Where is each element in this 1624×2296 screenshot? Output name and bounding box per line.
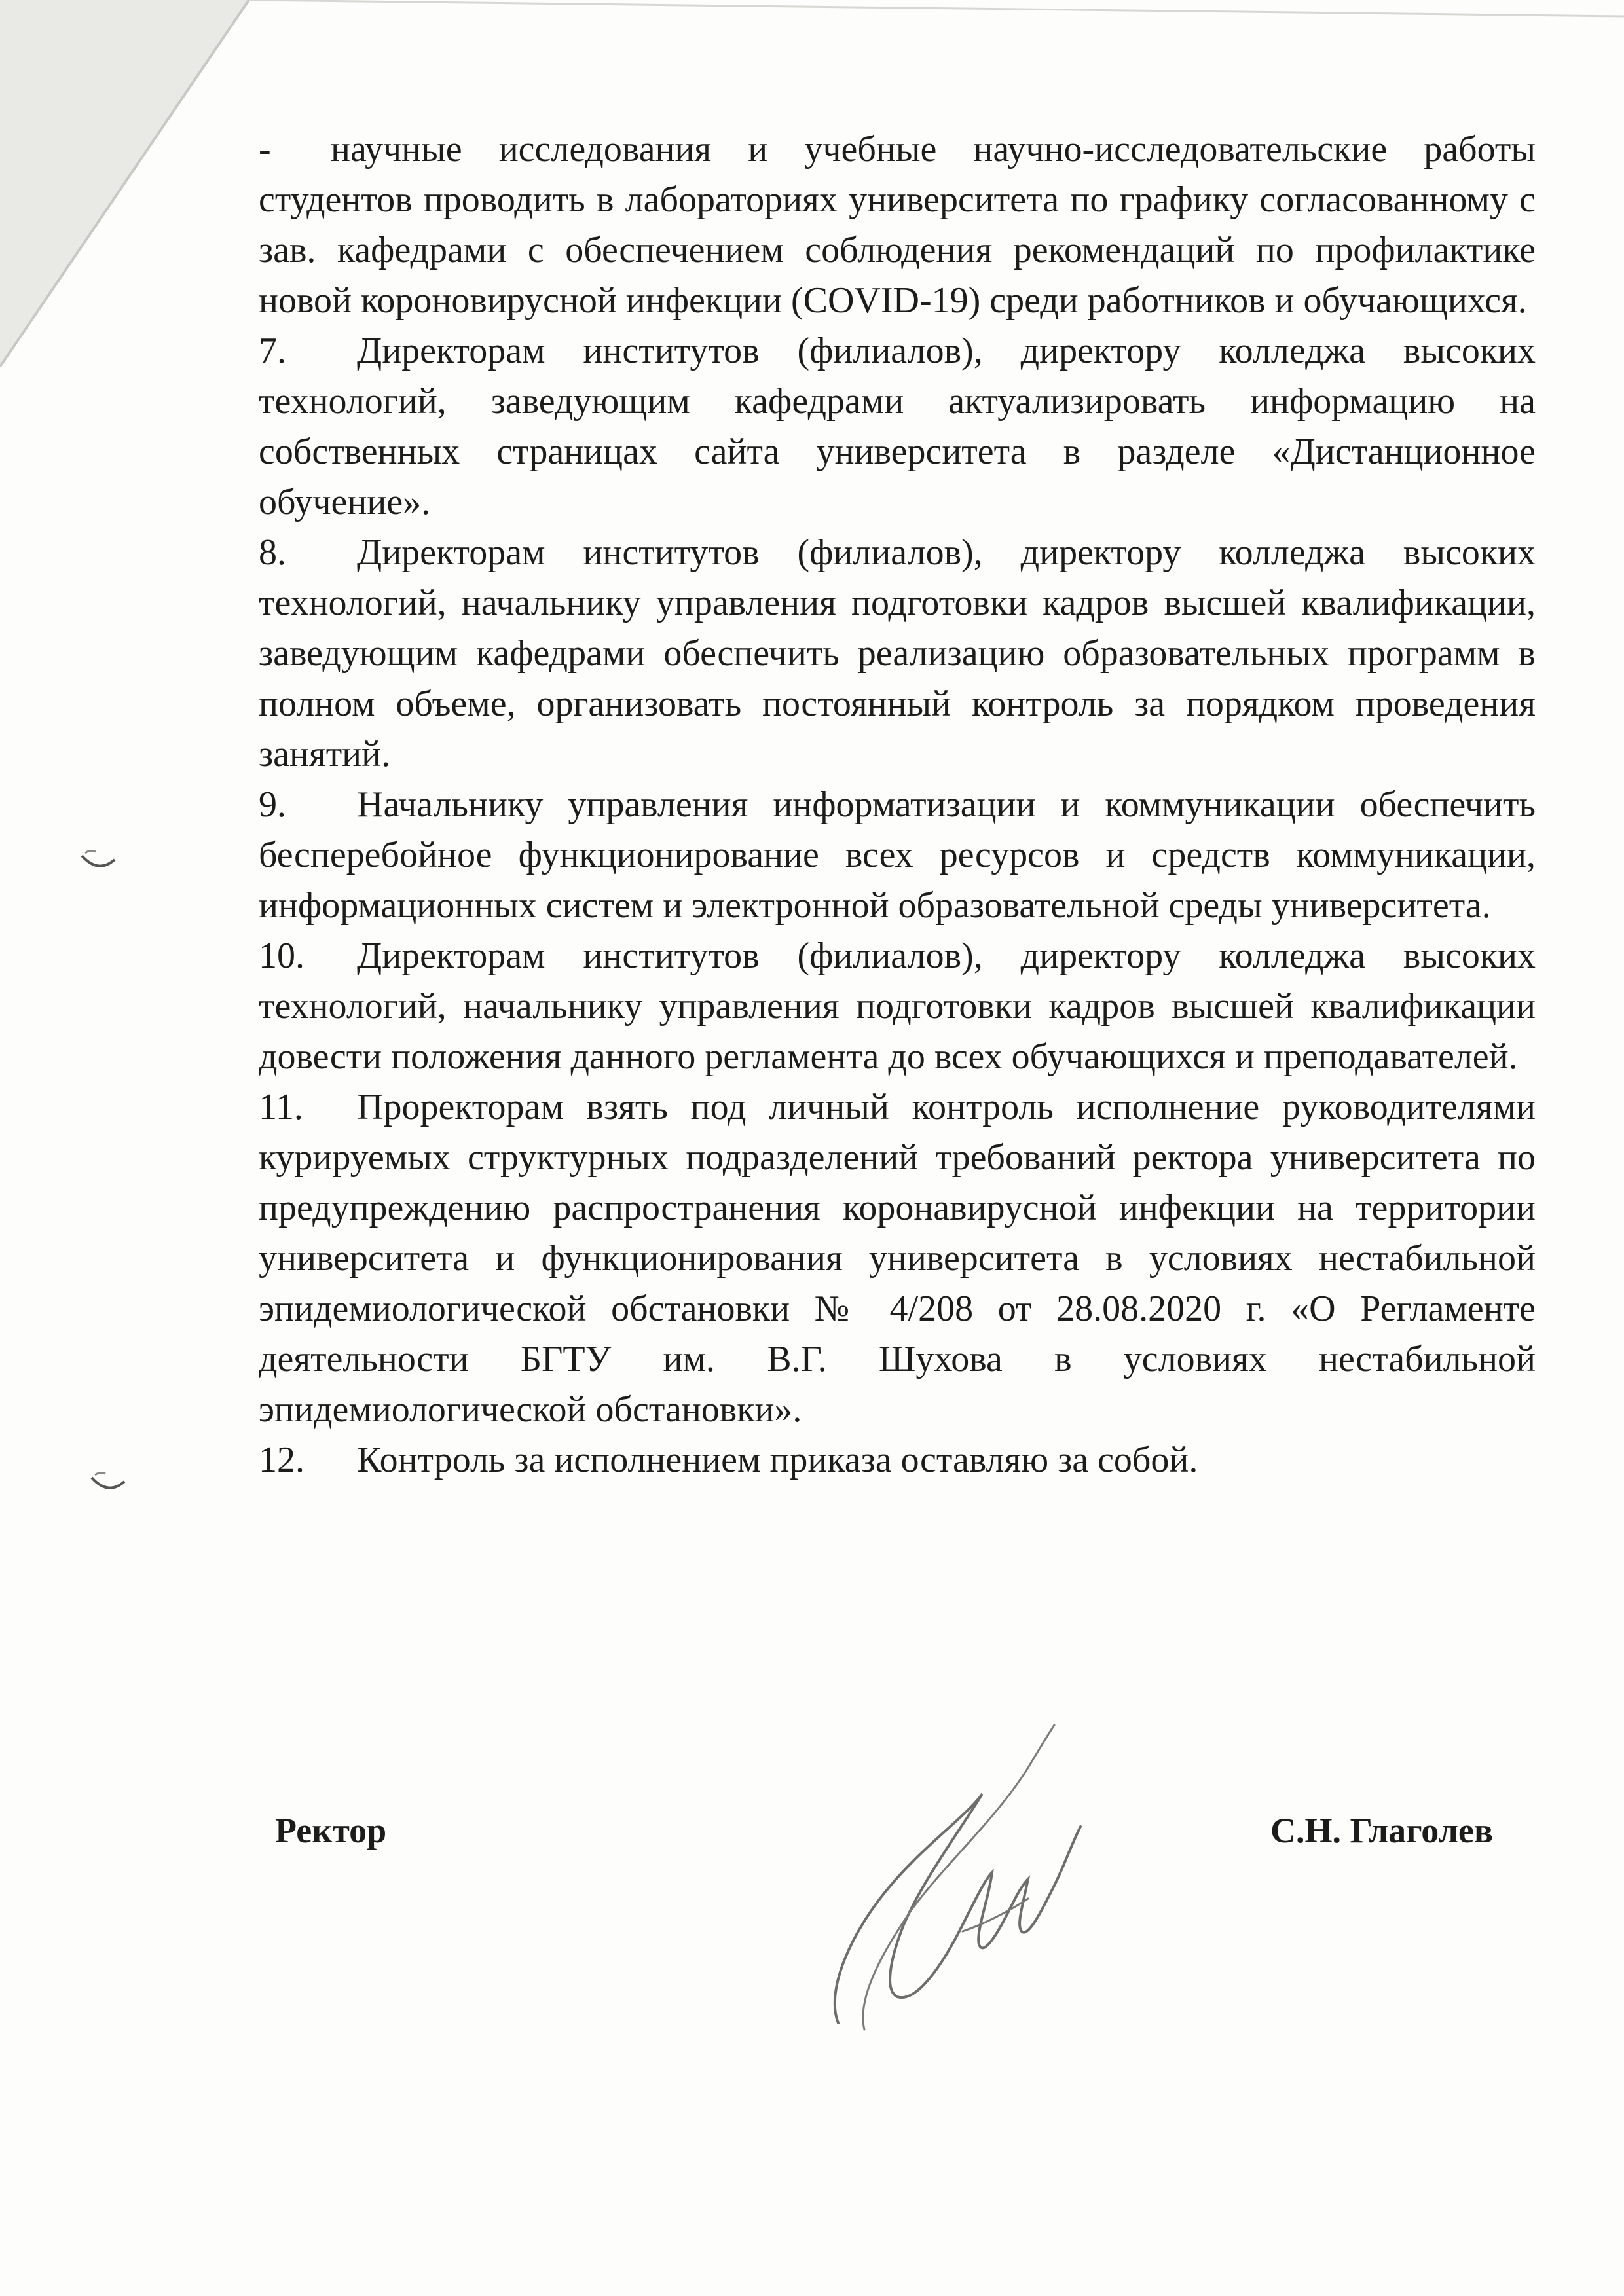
- paragraph-8: [259, 528, 1536, 780]
- paragraph-number: 10.: [259, 936, 304, 976]
- paragraph-text: Директорам институтов (филиалов), директору колледжа высоких технологий, заведующим кафедрами актуализировать информацию на собственных страницах сайта университета в разделе «Дистанционное обучение».: [259, 331, 1536, 522]
- paragraph-12: [259, 1435, 1536, 1485]
- paragraph-text: Начальнику управления информатизации и коммуникации обеспечить бесперебойное функционирование всех ресурсов и средств коммуникации, информационных систем и электронной образовательной среды университета.: [259, 784, 1536, 926]
- signatory-name: С.Н. Глаголев: [1270, 1811, 1493, 1850]
- paragraph-number: 8.: [259, 532, 286, 573]
- paragraph-dash: [259, 124, 1536, 326]
- paragraph-9: [259, 780, 1536, 931]
- paragraph-text: Директорам институтов (филиалов), директору колледжа высоких технологий, начальнику управления подготовки кадров высшей квалификации, заведующим кафедрами обеспечить реализацию образовательных программ в полном объеме, организовать постоянный контроль за порядком проведения занятий.: [259, 532, 1536, 774]
- handwritten-signature-icon: [812, 1715, 1087, 2043]
- paragraph-text: научные исследования и учебные научно-исследовательские работы студентов проводить в лабораториях университета по графику согласованному с зав. кафедрами с обеспечением соблюдения рекомендаций по профилактике новой короновирусной инфекции (COVID-19) среди работников и обучающихся.: [259, 129, 1536, 321]
- paragraph-text: Проректорам взять под личный контроль исполнение руководителями курируемых структурных подразделений требований ректора университета по предупреждению распространения коронавирусной инфекции на территории университета и функционирования университета в условиях нестабильной эпидемиологической обстановки № 4/208 от 28.08.2020 г. «О Регламенте деятельности БГТУ им. В.Г. Шухова в условиях нестабильной эпидемиологической обстановки».: [259, 1087, 1536, 1430]
- paragraph-number: 7.: [259, 331, 286, 371]
- paragraph-number: 9.: [259, 784, 286, 825]
- punch-hole-mark: [79, 848, 118, 874]
- signatory-title: Ректор: [275, 1811, 387, 1850]
- paragraph-number: 12.: [259, 1440, 304, 1480]
- paragraph-marker: -: [259, 129, 271, 170]
- paragraph-11: [259, 1082, 1536, 1435]
- document-body: [259, 124, 1536, 1485]
- paragraph-number: 11.: [259, 1087, 303, 1127]
- paragraph-text: Директорам институтов (филиалов), директору колледжа высоких технологий, начальнику управления подготовки кадров высшей квалификации довести положения данного регламента до всех обучающихся и преподавателей.: [259, 936, 1536, 1077]
- punch-hole-mark: [88, 1470, 128, 1496]
- signature-block: [275, 1810, 1493, 1869]
- paragraph-7: [259, 326, 1536, 528]
- paragraph-text: Контроль за исполнением приказа оставляю за собой.: [357, 1440, 1198, 1480]
- paragraph-10: [259, 931, 1536, 1082]
